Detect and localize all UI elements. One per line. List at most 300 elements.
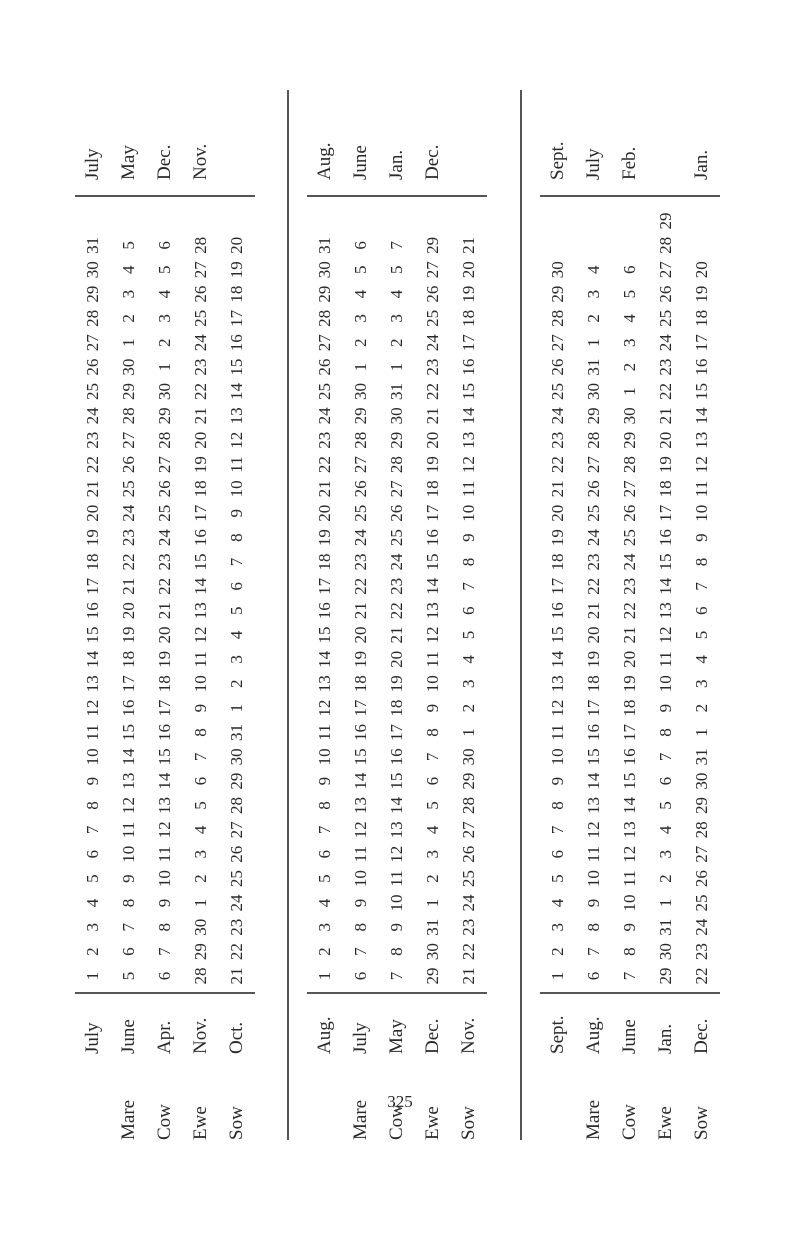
day-cell: 17 (155, 699, 174, 717)
day-cell: 20 (423, 431, 442, 449)
day-cell: 20 (692, 261, 711, 279)
day-cell: 7 (656, 752, 675, 762)
end-month: Dec. (154, 144, 175, 180)
day-cell: 14 (584, 772, 603, 790)
end-month (451, 90, 487, 180)
day-cell: 12 (620, 845, 639, 863)
day-cell: 16 (83, 602, 102, 620)
day-cell: 8 (351, 923, 370, 932)
day-cell: 15 (620, 772, 639, 790)
day-cell: 15 (227, 358, 246, 376)
animal-label: Sow (691, 1106, 712, 1140)
day-cell: 1 (692, 728, 711, 737)
day-cell: 8 (119, 898, 138, 908)
day-cell: 27 (227, 821, 246, 839)
day-cell: 14 (191, 577, 210, 595)
animal-label: Mare (583, 1099, 604, 1140)
day-cell: 15 (155, 748, 174, 766)
day-cell: 6 (119, 947, 138, 956)
day-cell: 19 (548, 529, 567, 547)
section-divider (520, 90, 522, 1140)
day-cells (451, 235, 487, 990)
day-cell: 19 (584, 650, 603, 668)
day-cell: 24 (315, 407, 334, 425)
start-month: Apr. (154, 1020, 175, 1054)
day-cell: 24 (119, 504, 138, 522)
day-cell: 7 (191, 752, 210, 762)
day-cell: 10 (387, 894, 406, 912)
day-cell: 9 (423, 703, 442, 713)
start-month: July (82, 1022, 103, 1054)
day-cell: 10 (191, 675, 210, 693)
day-cell: 29 (227, 772, 246, 790)
day-cell: 26 (548, 358, 567, 376)
day-cell: 1 (548, 971, 567, 981)
day-cell: 4 (620, 314, 639, 323)
month-section (540, 90, 720, 1140)
day-cell: 29 (155, 407, 174, 425)
column-rule (75, 196, 255, 198)
day-cells (684, 235, 720, 990)
day-cell: 10 (351, 870, 370, 888)
day-cell: 20 (119, 602, 138, 620)
day-cell: 27 (191, 261, 210, 279)
animal-label: Mare (118, 1099, 139, 1140)
day-cell: 3 (692, 679, 711, 688)
day-cell: 29 (584, 407, 603, 425)
day-cell: 31 (83, 236, 102, 254)
day-cell: 4 (351, 289, 370, 299)
day-cells (183, 235, 219, 990)
day-cell: 28 (459, 797, 478, 815)
day-cell: 13 (620, 821, 639, 839)
day-cell: 4 (548, 898, 567, 908)
day-cell: 1 (423, 898, 442, 908)
day-cell: 31 (387, 382, 406, 400)
day-cell: 4 (387, 289, 406, 299)
day-cell: 21 (387, 626, 406, 644)
day-cell: 16 (584, 723, 603, 741)
day-cell: 18 (227, 285, 246, 303)
day-cell: 12 (656, 626, 675, 644)
day-cell: 7 (387, 241, 406, 250)
day-cell: 30 (548, 261, 567, 279)
day-cell: 13 (191, 602, 210, 620)
day-cell: 22 (584, 577, 603, 595)
day-cell: 9 (351, 898, 370, 908)
day-cell: 13 (315, 675, 334, 693)
day-cell: 20 (83, 504, 102, 522)
day-cell: 15 (351, 748, 370, 766)
day-cell: 8 (584, 923, 603, 932)
day-cell: 21 (155, 602, 174, 620)
day-cell: 21 (119, 577, 138, 595)
day-cell: 27 (387, 480, 406, 498)
day-cell: 24 (459, 894, 478, 912)
day-cell: 8 (387, 947, 406, 956)
day-cell: 5 (423, 801, 442, 810)
day-cell: 3 (315, 923, 334, 932)
day-cell: 18 (315, 553, 334, 571)
day-cell: 7 (155, 947, 174, 956)
day-cell: 24 (423, 334, 442, 352)
animal-row (147, 90, 183, 1140)
day-cell: 13 (119, 772, 138, 790)
day-cell: 24 (387, 553, 406, 571)
day-cell: 3 (119, 289, 138, 299)
end-month: Dec. (422, 144, 443, 180)
day-cell: 11 (584, 846, 603, 863)
day-cell: 26 (692, 870, 711, 888)
day-cell: 14 (656, 577, 675, 595)
day-cells (307, 235, 343, 990)
day-cell: 9 (227, 509, 246, 518)
day-cell: 1 (83, 971, 102, 981)
day-cell: 14 (692, 407, 711, 425)
day-cell: 30 (119, 358, 138, 376)
start-month: Nov. (190, 1017, 211, 1054)
animal-row (451, 90, 487, 1140)
day-cell: 12 (584, 821, 603, 839)
day-cell: 6 (155, 241, 174, 250)
day-cell: 23 (656, 358, 675, 376)
day-cell: 1 (227, 703, 246, 713)
day-cell: 4 (423, 825, 442, 835)
month-section (75, 90, 255, 1140)
day-cell: 6 (155, 971, 174, 981)
day-cell: 30 (584, 382, 603, 400)
day-cell: 29 (620, 431, 639, 449)
animal-row (415, 90, 451, 1140)
header-row (75, 90, 111, 1140)
day-cell: 21 (620, 626, 639, 644)
day-cell: 8 (548, 801, 567, 810)
day-cell: 20 (620, 650, 639, 668)
day-cell: 21 (83, 480, 102, 498)
day-cell: 18 (620, 699, 639, 717)
day-cell: 8 (227, 533, 246, 542)
day-cell: 16 (387, 748, 406, 766)
day-cell: 31 (423, 918, 442, 936)
day-cell: 29 (315, 285, 334, 303)
day-cell: 6 (423, 776, 442, 786)
day-cell: 23 (351, 553, 370, 571)
day-cell: 9 (387, 923, 406, 932)
animal-label: Ewe (655, 1106, 676, 1140)
animal-label: Ewe (422, 1106, 443, 1140)
day-cell: 2 (315, 947, 334, 956)
day-cell: 12 (351, 821, 370, 839)
start-month: Dec. (422, 1018, 443, 1054)
day-cell: 28 (692, 821, 711, 839)
day-cell: 26 (119, 456, 138, 474)
day-cell: 23 (459, 918, 478, 936)
day-cell: 22 (692, 967, 711, 985)
day-cell: 22 (351, 577, 370, 595)
day-cell: 13 (584, 797, 603, 815)
day-cell: 27 (119, 431, 138, 449)
day-cell: 4 (656, 825, 675, 835)
day-cell: 6 (351, 971, 370, 981)
day-cell: 19 (315, 529, 334, 547)
day-cell: 8 (83, 801, 102, 810)
day-cell: 23 (191, 358, 210, 376)
day-cell: 13 (83, 675, 102, 693)
day-cell: 16 (227, 334, 246, 352)
header-row (540, 90, 576, 1140)
end-month: July (82, 148, 103, 180)
day-cell: 31 (227, 723, 246, 741)
day-cell: 6 (191, 776, 210, 786)
day-cell: 16 (191, 529, 210, 547)
day-cell: 14 (423, 577, 442, 595)
day-cell: 27 (155, 456, 174, 474)
day-cell: 25 (423, 309, 442, 327)
day-cell: 21 (423, 407, 442, 425)
day-cell: 11 (155, 846, 174, 863)
day-cells (576, 235, 612, 990)
day-cells (540, 235, 576, 990)
day-cell: 26 (155, 480, 174, 498)
day-cell: 18 (584, 675, 603, 693)
day-cell: 1 (584, 338, 603, 348)
day-cell: 12 (692, 456, 711, 474)
day-cell: 27 (351, 456, 370, 474)
day-cell: 26 (315, 358, 334, 376)
day-cell: 18 (387, 699, 406, 717)
day-cell: 8 (656, 728, 675, 737)
day-cell: 4 (692, 655, 711, 664)
day-cell: 27 (83, 334, 102, 352)
day-cell: 10 (155, 870, 174, 888)
day-cell: 25 (155, 504, 174, 522)
animal-row (379, 90, 415, 1140)
day-cell: 19 (191, 456, 210, 474)
day-cell: 29 (423, 236, 442, 254)
end-month (219, 90, 255, 180)
day-cell: 18 (191, 480, 210, 498)
day-cell: 11 (315, 724, 334, 741)
day-cell: 16 (351, 723, 370, 741)
day-cell: 14 (119, 748, 138, 766)
day-cell: 12 (387, 845, 406, 863)
day-cell: 23 (83, 431, 102, 449)
day-cell: 9 (459, 533, 478, 542)
day-cell: 7 (459, 582, 478, 591)
day-cell: 5 (692, 630, 711, 640)
day-cell (540, 231, 576, 259)
day-cell: 24 (155, 529, 174, 547)
day-cell: 26 (351, 480, 370, 498)
day-cell: 28 (155, 431, 174, 449)
day-cell: 17 (584, 699, 603, 717)
day-cell: 6 (459, 606, 478, 615)
column-rule (307, 196, 487, 198)
day-cell: 10 (83, 748, 102, 766)
day-cell: 30 (315, 261, 334, 279)
day-cell: 29 (656, 967, 675, 985)
day-cell: 15 (387, 772, 406, 790)
animal-row (183, 90, 219, 1140)
day-cell: 23 (387, 577, 406, 595)
day-cell: 24 (548, 407, 567, 425)
day-cell: 28 (548, 309, 567, 327)
day-cell: 29 (423, 967, 442, 985)
animal-row (612, 90, 648, 1140)
start-month: Dec. (691, 1018, 712, 1054)
day-cell: 1 (459, 728, 478, 737)
day-cell: 17 (620, 723, 639, 741)
day-cell: 30 (83, 261, 102, 279)
day-cell: 10 (620, 894, 639, 912)
day-cell: 24 (620, 553, 639, 571)
day-cell: 5 (227, 606, 246, 615)
day-cell: 7 (387, 971, 406, 981)
day-cell: 30 (656, 943, 675, 961)
day-cell: 14 (351, 772, 370, 790)
day-cell: 20 (584, 626, 603, 644)
day-cell: 21 (584, 602, 603, 620)
day-cell: 19 (692, 285, 711, 303)
animal-row (576, 90, 612, 1140)
day-cell: 18 (459, 309, 478, 327)
day-cell: 28 (351, 431, 370, 449)
day-cell: 11 (423, 651, 442, 668)
day-cell: 20 (351, 626, 370, 644)
day-cell: 20 (459, 261, 478, 279)
day-cell: 13 (351, 797, 370, 815)
day-cell: 8 (191, 728, 210, 737)
day-cell: 16 (548, 602, 567, 620)
day-cell: 29 (351, 407, 370, 425)
day-cell: 24 (83, 407, 102, 425)
day-cell: 6 (315, 849, 334, 859)
day-cell (684, 231, 720, 259)
day-cell: 25 (387, 529, 406, 547)
day-cell: 1 (155, 362, 174, 372)
day-cell: 27 (620, 480, 639, 498)
day-cell: 20 (315, 504, 334, 522)
day-cell: 5 (387, 265, 406, 274)
day-cell: 26 (191, 285, 210, 303)
day-cell: 22 (423, 382, 442, 400)
day-cell: 11 (351, 846, 370, 863)
day-cell: 21 (656, 407, 675, 425)
day-cell: 23 (584, 553, 603, 571)
day-cell: 7 (620, 971, 639, 981)
day-cell: 19 (620, 675, 639, 693)
day-cell: 28 (191, 967, 210, 985)
day-cell: 2 (656, 874, 675, 883)
column-rule (540, 196, 720, 198)
day-cell: 4 (315, 898, 334, 908)
day-cell: 24 (351, 529, 370, 547)
day-cell: 30 (227, 748, 246, 766)
day-cell: 25 (119, 480, 138, 498)
day-cell: 13 (387, 821, 406, 839)
day-cell: 24 (227, 894, 246, 912)
day-cell: 3 (656, 849, 675, 859)
day-cell: 19 (351, 650, 370, 668)
day-cells (343, 235, 379, 990)
day-cells (379, 235, 415, 990)
end-month: Feb. (619, 146, 640, 180)
day-cell: 25 (584, 504, 603, 522)
day-cells (219, 235, 255, 990)
day-cell: 28 (227, 797, 246, 815)
day-cell: 11 (692, 480, 711, 498)
day-cell: 11 (459, 480, 478, 498)
day-cell: 12 (83, 699, 102, 717)
day-cell (612, 231, 648, 259)
day-cell: 23 (548, 431, 567, 449)
start-month: Aug. (583, 1016, 604, 1054)
day-cell: 2 (423, 874, 442, 883)
day-cell: 7 (548, 825, 567, 835)
day-cell: 28 (191, 236, 210, 254)
day-cell: 17 (387, 723, 406, 741)
day-cell: 3 (620, 338, 639, 348)
day-cell: 21 (548, 480, 567, 498)
day-cell: 6 (83, 849, 102, 859)
day-cell: 6 (692, 606, 711, 615)
day-cell: 22 (459, 943, 478, 961)
day-cell: 14 (459, 407, 478, 425)
column-rule (307, 993, 487, 995)
day-cell: 9 (620, 923, 639, 932)
day-cell: 30 (191, 918, 210, 936)
day-cell: 17 (692, 334, 711, 352)
day-cell: 25 (315, 382, 334, 400)
day-cell: 20 (387, 650, 406, 668)
day-cell: 15 (459, 382, 478, 400)
day-cell: 21 (351, 602, 370, 620)
animal-row (684, 90, 720, 1140)
day-cell: 11 (227, 456, 246, 473)
day-cell: 2 (692, 703, 711, 713)
day-cell: 7 (423, 752, 442, 762)
animal-label: Mare (350, 1099, 371, 1140)
day-cell: 23 (119, 529, 138, 547)
day-cell: 30 (423, 943, 442, 961)
day-cell: 16 (155, 723, 174, 741)
day-cell: 9 (119, 874, 138, 883)
gestation-table (75, 90, 775, 1140)
day-cell: 4 (227, 630, 246, 640)
day-cell: 29 (119, 382, 138, 400)
day-cell: 5 (351, 265, 370, 274)
day-cell: 20 (191, 431, 210, 449)
day-cell: 30 (387, 407, 406, 425)
day-cell: 7 (692, 582, 711, 591)
day-cell: 11 (620, 870, 639, 887)
day-cell: 6 (351, 241, 370, 250)
day-cell: 27 (459, 821, 478, 839)
day-cell: 27 (315, 334, 334, 352)
day-cell: 20 (227, 236, 246, 254)
day-cell: 14 (155, 772, 174, 790)
day-cell: 2 (459, 703, 478, 713)
day-cell: 16 (315, 602, 334, 620)
page-number: 325 (387, 1092, 413, 1111)
day-cell: 29 (548, 285, 567, 303)
day-cell: 2 (119, 314, 138, 323)
day-cell: 6 (227, 582, 246, 591)
animal-label: Ewe (190, 1106, 211, 1140)
day-cell: 15 (83, 626, 102, 644)
animal-row (343, 90, 379, 1140)
day-cell: 12 (119, 797, 138, 815)
